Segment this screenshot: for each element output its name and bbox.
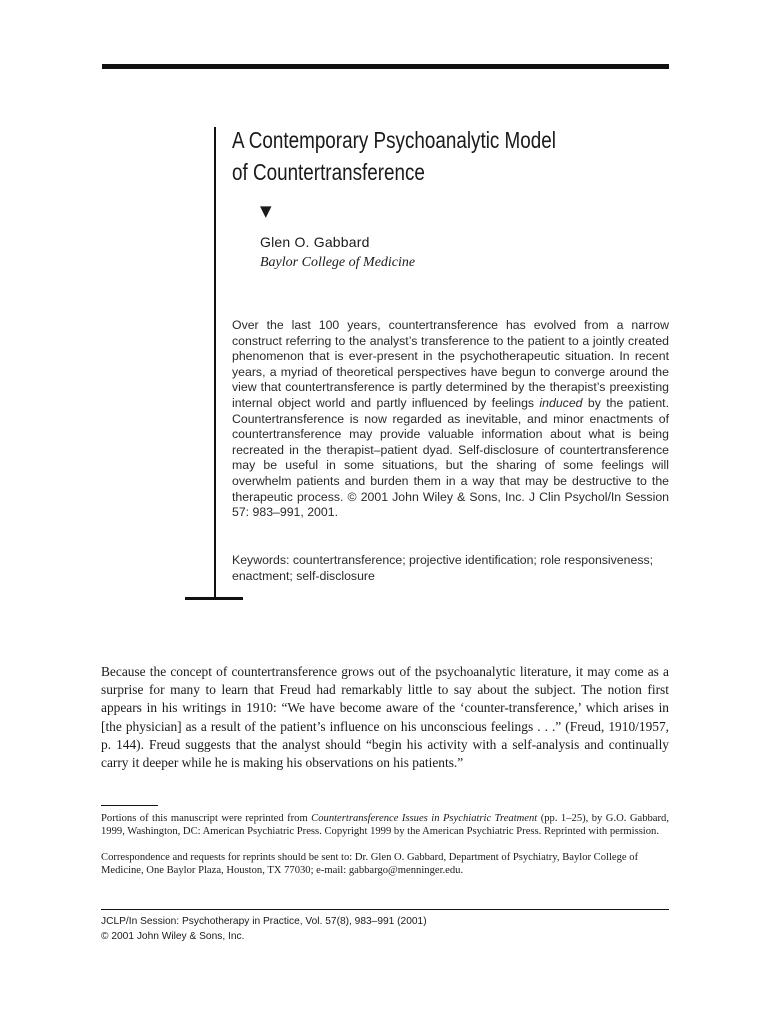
abstract-part-2: by the patient. Countertransference is now regarded as inevitable, and minor enactments of countertransference may provide valuable information about what is being recreated in the therapist–patient dyad. Self-disclosure of countertransference may be useful in some situations, but the sharing of some feelings will overwhelm patients and burden them in a way that may be destructive to the therapeutic process. © 2001 John Wiley & Sons, Inc. J Clin Psychol/In Session 57: 983–991, 2001. bbox=[232, 395, 669, 520]
top-rule bbox=[102, 64, 669, 69]
title-side-rule bbox=[214, 127, 216, 600]
title-foot-rule bbox=[185, 597, 243, 600]
body-paragraph: Because the concept of countertransference grows out of the psychoanalytic literature, it may come as a surprise for many to learn that Freud had remarkably little to say about the subject. The notion first appears in his writings in 1910: “We have become aware of the ‘counter-transference,’ which arises in [the physician] as a result of the patient’s influence on his unconscious feelings . . .” (Freud, 1910/1957, p. 144). Freud suggests that the analyst should “begin his activity with a self-analysis and continually carry it deeper while he is making his observations on his patients.” bbox=[101, 664, 669, 771]
footer-rule bbox=[101, 909, 669, 910]
triangle-marker-icon: ▼ bbox=[260, 202, 272, 220]
abstract-emphasis: induced bbox=[539, 395, 583, 410]
abstract-part-1: Over the last 100 years, countertransference has evolved from a narrow construct referring to the analyst’s transference to the patient to a jointly created phenomenon that is ever-present in the psychotherapeutic situation. In recent years, a myriad of theoretical perspectives have begun to converge around the view that countertransference is partly determined by the therapist’s preexisting internal object world and partly influenced by feelings bbox=[232, 318, 669, 410]
author-affiliation: Baylor College of Medicine bbox=[260, 255, 416, 270]
footnote-correspondence: Correspondence and requests for reprints should be sent to: Dr. Glen O. Gabbard, Department of Psychiatry, Baylor College of Medicine, One Baylor Plaza, Houston, TX 77030; e-mail: gabbargo@menninger.edu. bbox=[101, 852, 639, 876]
keywords: Keywords: countertransference; projective identification; role responsiveness; enactment; self-disclosure bbox=[232, 553, 654, 583]
author-name: Glen O. Gabbard bbox=[260, 234, 370, 250]
journal-citation: JCLP/In Session: Psychotherapy in Practice, Vol. 57(8), 983–991 (2001) bbox=[101, 916, 427, 927]
title-line-1: A Contemporary Psychoanalytic Model bbox=[232, 127, 556, 153]
copyright-notice: © 2001 John Wiley & Sons, Inc. bbox=[101, 931, 245, 942]
footnote-reprint-post: (pp. 1–25), by G.O. Gabbard, 1999, Washington, DC: American Psychiatric Press. Copyright 1999 by the American Psychiatric Press. Reprinted with permission. bbox=[101, 813, 669, 837]
title-line-2: of Countertransference bbox=[232, 159, 425, 185]
article-title bbox=[232, 124, 675, 188]
footnote-reprint-pre: Portions of this manuscript were reprinted from bbox=[101, 813, 312, 824]
footnote-book-title: Countertransference Issues in Psychiatric Treatment bbox=[311, 813, 538, 824]
footnote-rule bbox=[101, 805, 158, 806]
abstract bbox=[232, 318, 669, 521]
footnote-reprint bbox=[101, 812, 669, 838]
